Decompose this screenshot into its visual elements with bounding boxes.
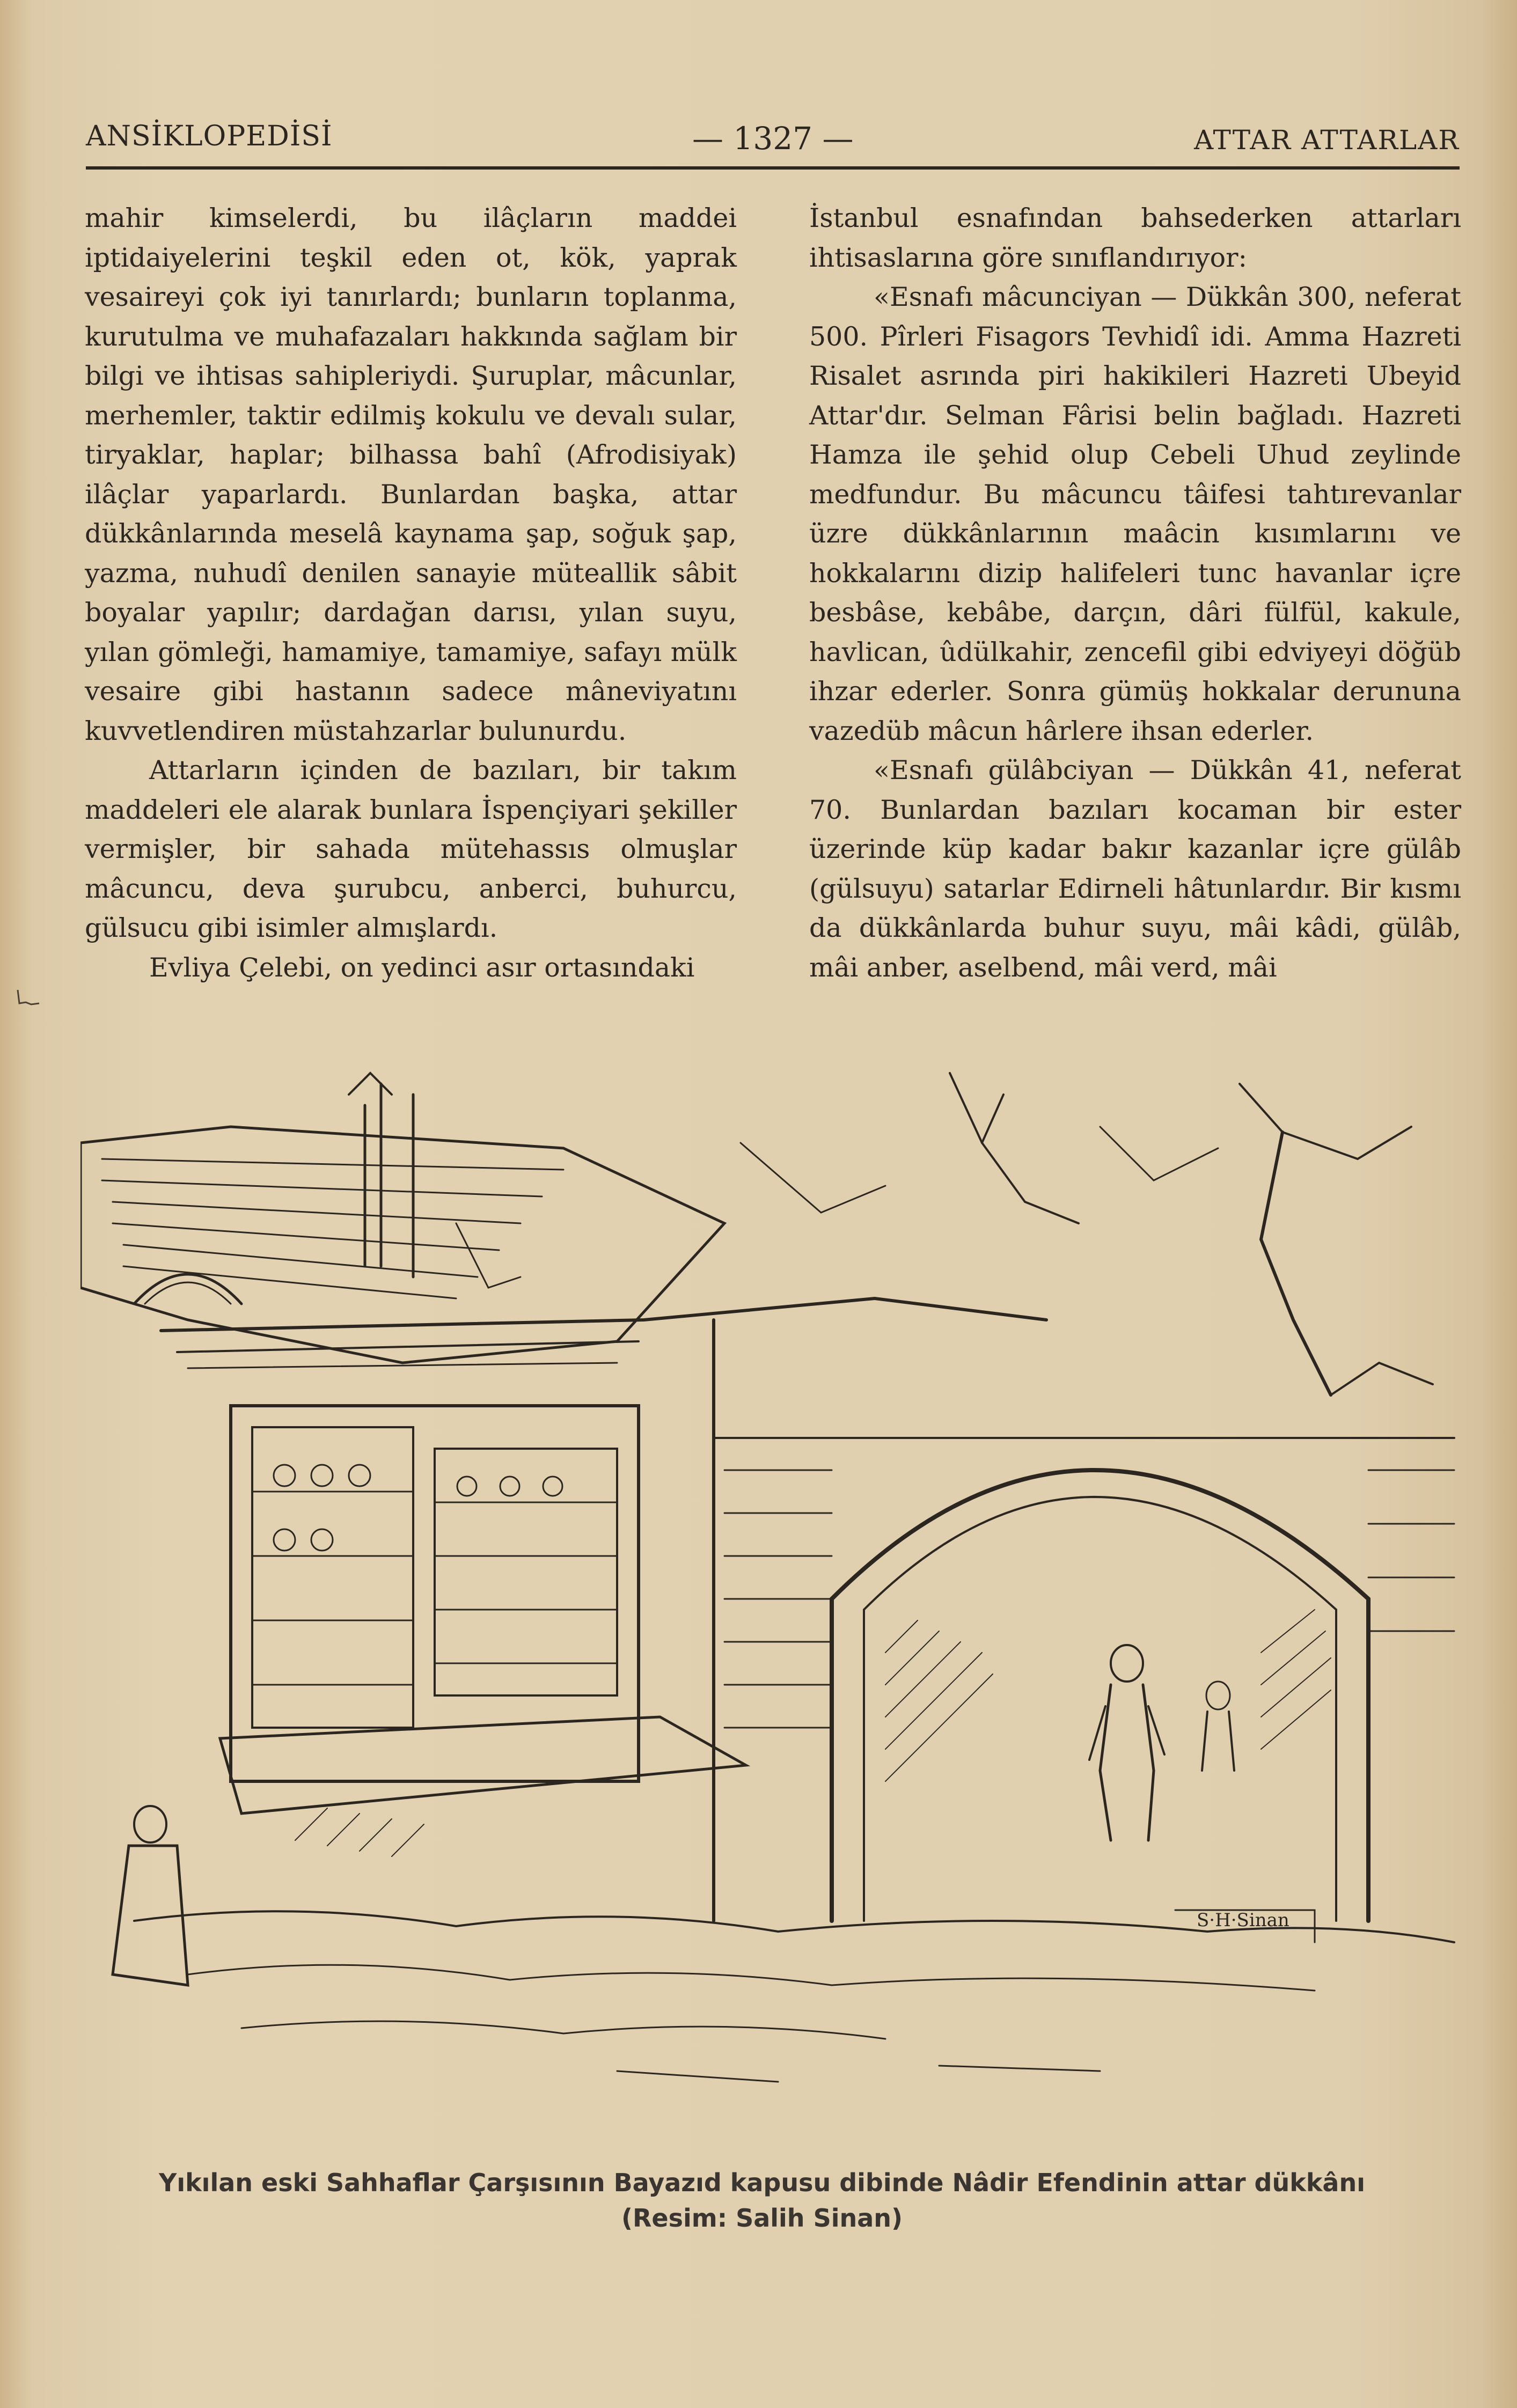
left-paragraph-3: Evliya Çelebi, on yedinci asır ortasındaki (149, 952, 695, 983)
left-paragraph-1: mahir kimselerdi, bu ilâçların maddei iptidaiyelerini teşkil eden ot, kök, yaprak vesaireyi çok iyi tanırlardı; bunların toplanma, kurutulma ve muhafazaları hakkında sağlam bir bilgi ve ihtisas sahipleriydi. Şuruplar, mâcunlar, merhemler, taktir edilmiş kokulu ve devalı sular, tiryaklar, haplar; bilhassa bahî (Afrodisiyak) ilâçlar yaparlardı. Bunlardan başka, attar dükkânlarında meselâ kaynama şap, soğuk şap, yazma, nuhudî denilen sanayie müteallik sâbit boyalar yapılır; dardağan darısı, yılan suyu, yılan gömleği, hamamiye, tamamiye, safayı mülk vesaire gibi hastanın sadece mâneviyatını kuvvetlendiren müstahzarlar bulunurdu. (85, 203, 737, 746)
header-publication: ANSİKLOPEDİSİ (86, 120, 333, 152)
left-paragraph-2: Attarların içinden de bazıları, bir takım maddeleri ele alarak bunlara İspençiyari şekiller vermişler, bir sahada mütehassıs olmuşlar mâcuncu, deva şurubcu, anberci, buhurcu, gülsucu gibi isimler almışlardı. (85, 755, 737, 943)
caption-credit: (Resim: Salih Sinan) (621, 2204, 903, 2233)
margin-pencil-mark (15, 987, 42, 1009)
header-page-number: — 1327 — (692, 120, 854, 157)
header-entry-title: ATTAR ATTARLAR (1194, 124, 1460, 156)
illustration-signature: S·H·Sinan (1197, 1910, 1289, 1931)
caption-title: Yıkılan eski Sahhaflar Çarşısının Bayazıd kapusu dibinde Nâdir Efendinin attar dükkânı (159, 2168, 1365, 2197)
right-paragraph-3: «Esnafı gülâbciyan — Dükkân 41, neferat 70. Bunlardan bazıları kocaman bir ester üzerinde küp kadar bakır kazanlar içre gülâb (gülsuyu) satarlar Edirneli hâtunlardır. Bir kısmı da dükkânlarda buhur suyu, mâi kâdi, gülâb, mâi anber, aselbend, mâi verd, mâi (809, 755, 1461, 983)
figure-caption (75, 2165, 1449, 2236)
left-column (85, 199, 737, 987)
illustration-attar-shop (80, 1062, 1486, 2127)
header-rule (86, 166, 1460, 170)
right-paragraph-1: İstanbul esnafından bahsederken attarları ihtisaslarına göre sınıflandırıyor: (809, 203, 1461, 273)
page-header (86, 113, 1460, 172)
right-column (809, 199, 1461, 987)
right-paragraph-2: «Esnafı mâcunciyan — Dükkân 300, neferat 500. Pîrleri Fisagors Tevhidî idi. Amma Hazreti Risalet asrında piri hakikileri Hazreti Ubeyid Attar'dır. Selman Fârisi belin bağladı. Hazreti Hamza ile şehid olup Cebeli Uhud zeylinde medfundur. Bu mâcuncu tâifesi tahtırevanlar üzre dükkânlarının maâcin kısımlarını ve hokkalarını dizip halifeleri tunc havanlar içre besbâse, kebâbe, darçın, dâri fülfül, kakule, havlican, ûdülkahir, zencefil gibi edviyeyi döğüb ihzar ederler. Sonra gümüş hokkalar derununa vazedüb mâcun hârlere ihsan ederler. (809, 282, 1461, 746)
